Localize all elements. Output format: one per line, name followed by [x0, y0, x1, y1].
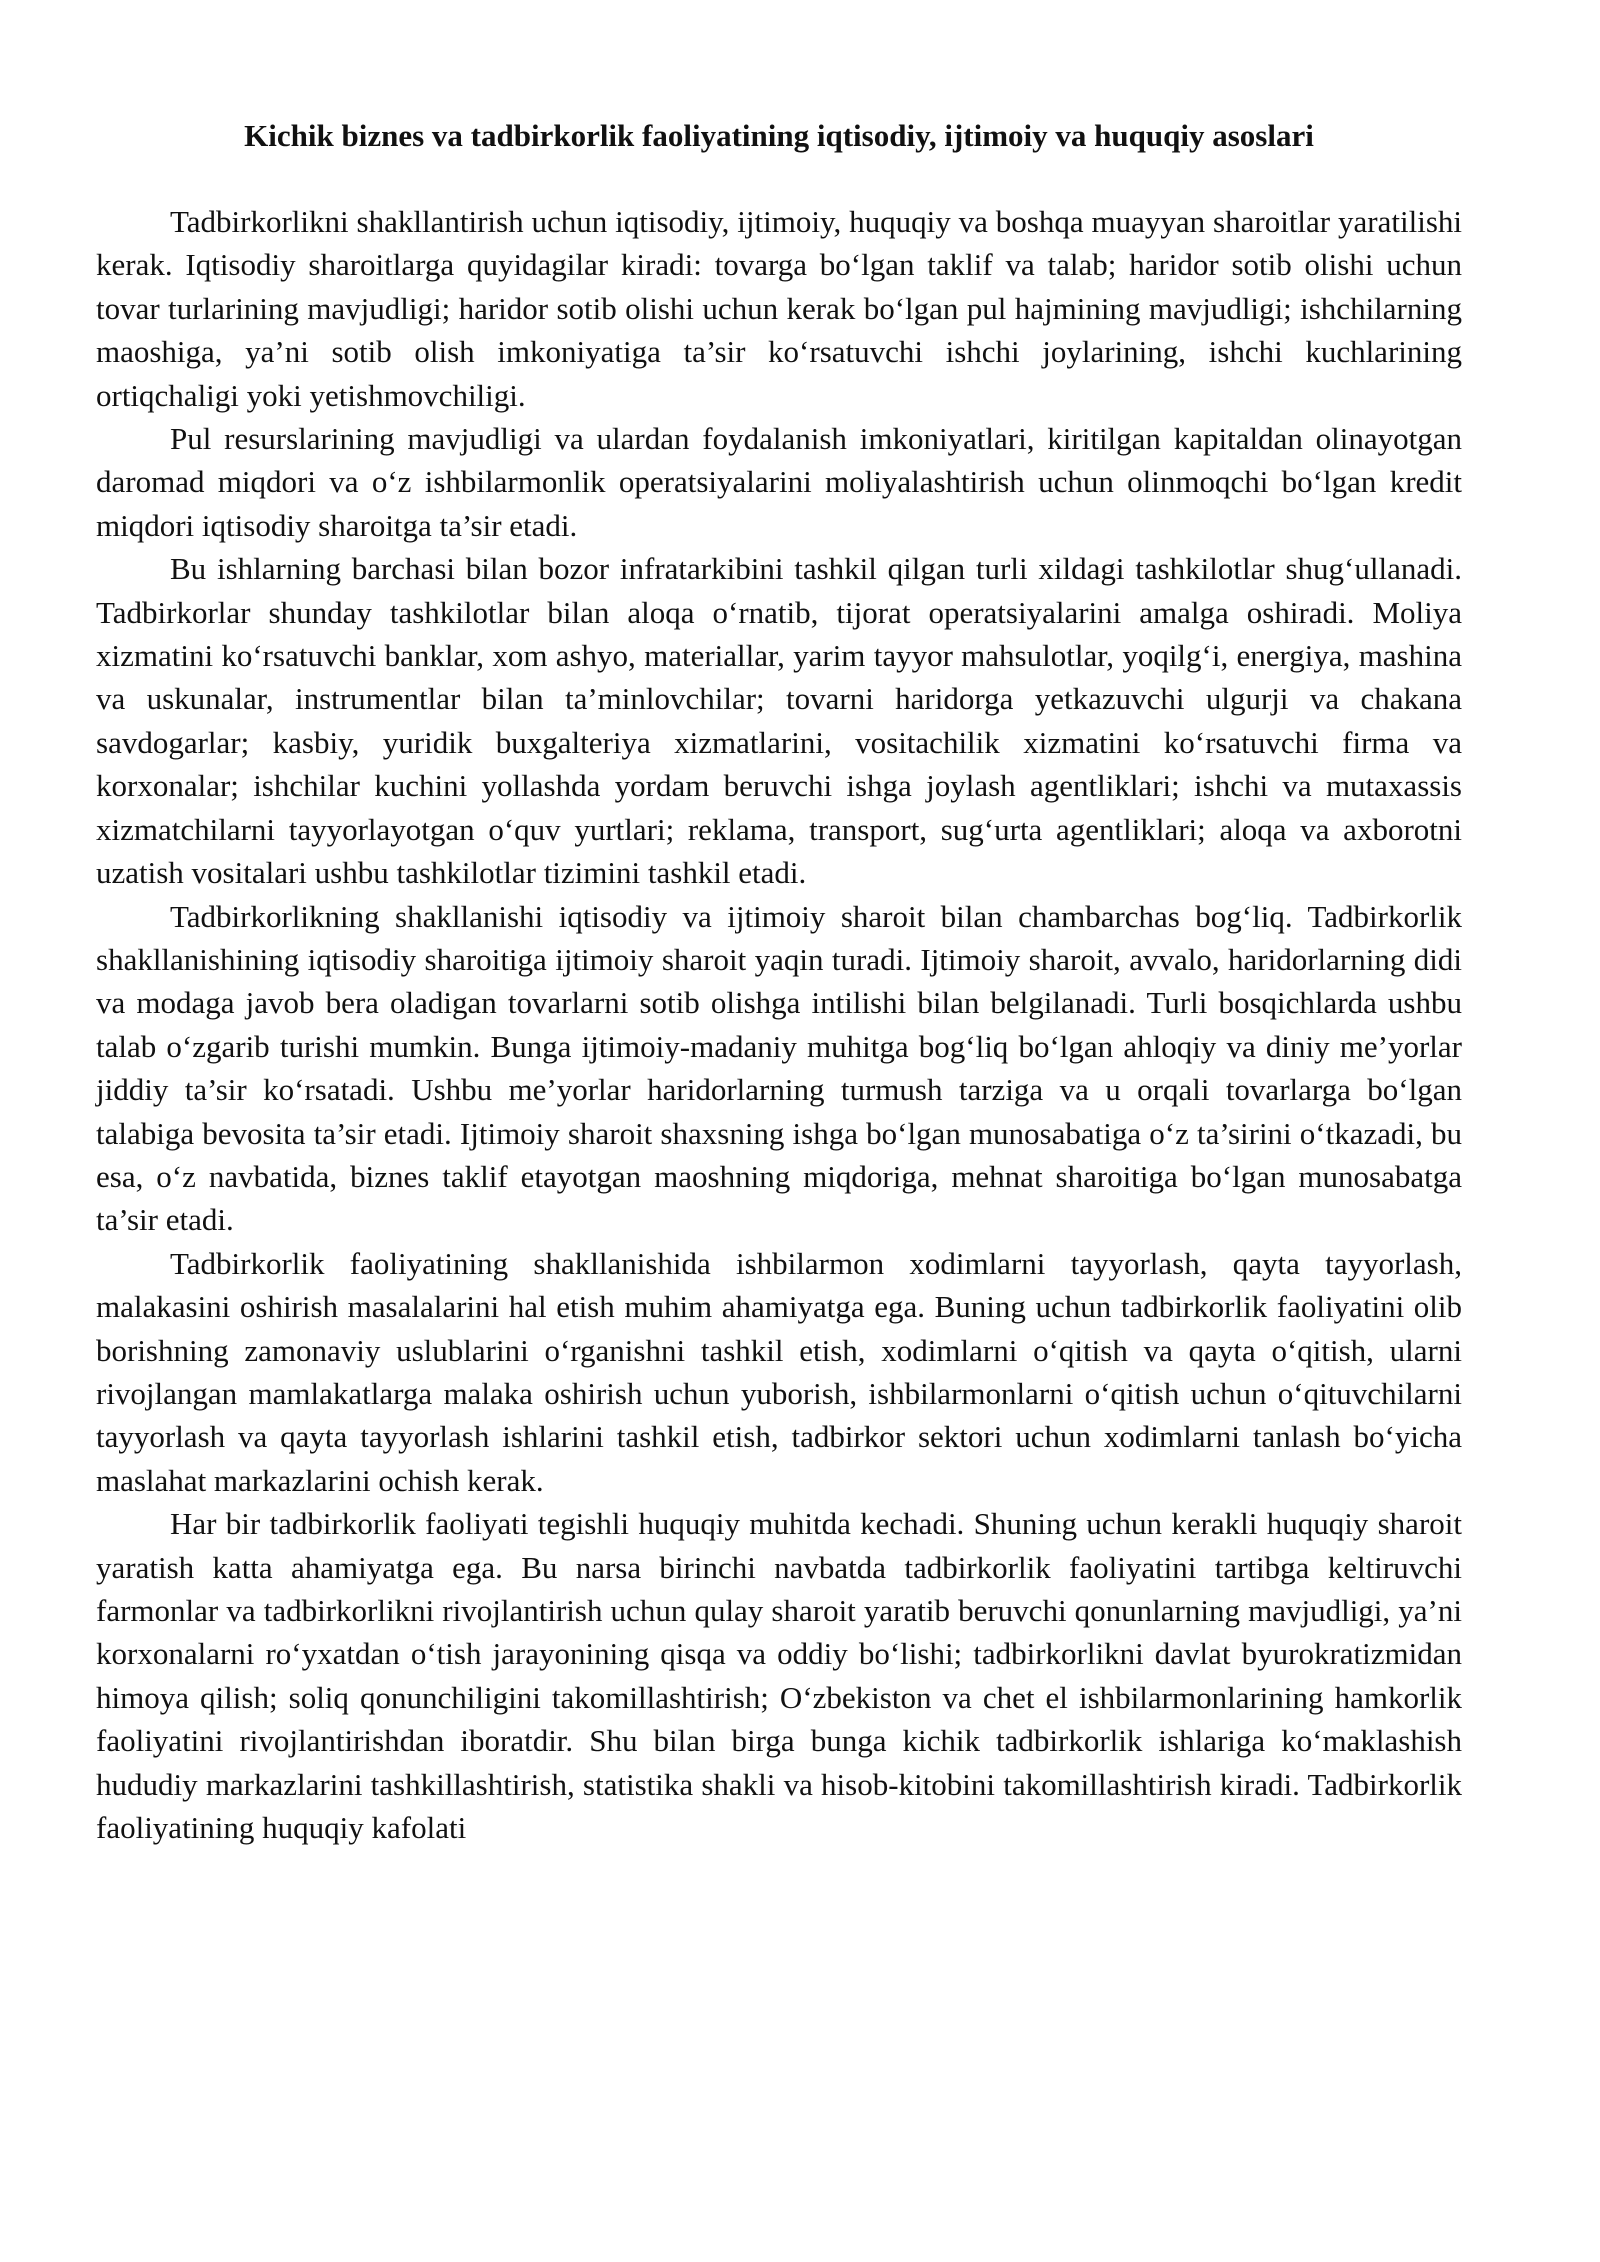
paragraph-1: Tadbirkorlikni shakllantirish uchun iqtisodiy, ijtimoiy, huquqiy va boshqa muayyan sharoitlar yaratilishi kerak. Iqtisodiy sharoitlarga quyidagilar kiradi: tovarga bo‘lgan taklif va talab; haridor sotib olishi uchun tovar turlarining mavjudligi; haridor sotib olishi uchun kerak bo‘lgan pul hajmining mavjudligi; ishchilarning maoshiga, ya’ni sotib olish imkoniyatiga ta’sir ko‘rsatuvchi ishchi joylarining, ishchi kuchlarining ortiqchaligi yoki yetishmovchiligi. [96, 204, 1462, 413]
paragraph-5: Tadbirkorlik faoliyatining shakllanishida ishbilarmon xodimlarni tayyorlash, qayta tayyorlash, malakasini oshirish masalalarini hal etish muhim ahamiyatga ega. Buning uchun tadbirkorlik faoliyatini olib borishning zamonaviy uslublarini o‘rganishni tashkil etish, xodimlarni o‘qitish va qayta o‘qitish, ularni rivojlangan mamlakatlarga malaka oshirish uchun yuborish, ishbilarmonlarni o‘qitish uchun o‘qituvchilarni tayyorlash va qayta tayyorlash ishlarini tashkil etish, tadbirkor sektori uchun xodimlarni tanlash bo‘yicha maslahat markazlarini ochish kerak. [96, 1245, 1462, 1498]
paragraph-4: Tadbirkorlikning shakllanishi iqtisodiy va ijtimoiy sharoit bilan chambarchas bog‘liq. Tadbirkorlik shakllanishining iqtisodiy sharoitiga ijtimoiy sharoit yaqin turadi. Ijtimoiy sharoit, avvalo, haridorlarning didi va modaga javob bera oladigan tovarlarni sotib olishga intilishi bilan belgilanadi. Turli bosqichlarda ushbu talab o‘zgarib turishi mumkin. Bunga ijtimoiy-madaniy muhitga bog‘liq bo‘lgan ahloqiy va diniy me’yorlar jiddiy ta’sir ko‘rsatadi. Ushbu me’yorlar haridorlarning turmush tarziga va u orqali tovarlarga bo‘lgan talabiga bevosita ta’sir etadi. Ijtimoiy sharoit shaxsning ishga bo‘lgan munosabatiga o‘z ta’sirini o‘tkazadi, bu esa, o‘z navbatida, biznes taklif etayotgan maoshning miqdoriga, mehnat sharoitiga bo‘lgan munosabatga ta’sir etadi. [96, 898, 1462, 1238]
paragraph-6: Har bir tadbirkorlik faoliyati tegishli huquqiy muhitda kechadi. Shuning uchun kerakli huquqiy sharoit yaratish katta ahamiyatga ega. Bu narsa birinchi navbatda tadbirkorlik faoliyatini tartibga keltiruvchi farmonlar va tadbirkorlikni rivojlantirish uchun qulay sharoit yaratib beruvchi qonunlarning mavjudligi, ya’ni korxonalarni ro‘yxatdan o‘tish jarayonining qisqa va oddiy bo‘lishi; tadbirkorlikni davlat byurokratizmidan himoya qilish; soliq qonunchiligini takomillashtirish; O‘zbekiston va chet el ishbilarmonlarining hamkorlik faoliyatini rivojlantirishdan iboratdir. Shu bilan birga bunga kichik tadbirkorlik ishlariga ko‘maklashish hududiy markazlarini tashkillashtirish, statistika shakli va hisob-kitobini takomillashtirish kiradi. Tadbirkorlik faoliyatining huquqiy kafolati [96, 1506, 1462, 1846]
paragraph-3: Bu ishlarning barchasi bilan bozor infratarkibini tashkil qilgan turli xildagi tashkilotlar shug‘ullanadi. Tadbirkorlar shunday tashkilotlar bilan aloqa o‘rnatib, tijorat operatsiyalarini amalga oshiradi. Moliya xizmatini ko‘rsatuvchi banklar, xom ashyo, materiallar, yarim tayyor mahsulotlar, yoqilg‘i, energiya, mashina va uskunalar, instrumentlar bilan ta’minlovchilar; tovarni haridorga yetkazuvchi ulgurji va chakana savdogarlar; kasbiy, yuridik buxgalteriya xizmatlarini, vositachilik xizmatini ko‘rsatuvchi firma va korxonalar; ishchilar kuchini yollashda yordam beruvchi ishga joylash agentliklari; ishchi va mutaxassis xizmatchilarni tayyorlayotgan o‘quv yurtlari; reklama, transport, sug‘urta agentliklari; aloqa va axborotni uzatish vositalari ushbu tashkilotlar tizimini tashkil etadi. [96, 551, 1462, 891]
document-page [96, 112, 1462, 1849]
paragraph-2: Pul resurslarining mavjudligi va ulardan foydalanish imkoniyatlari, kiritilgan kapitaldan olinayotgan daromad miqdori va o‘z ishbilarmonlik operatsiyalarini moliyalashtirish uchun olinmoqchi bo‘lgan kredit miqdori iqtisodiy sharoitga ta’sir etadi. [96, 421, 1462, 543]
document-title: Kichik biznes va tadbirkorlik faoliyatining iqtisodiy, ijtimoiy va huquqiy asoslari [244, 118, 1314, 153]
